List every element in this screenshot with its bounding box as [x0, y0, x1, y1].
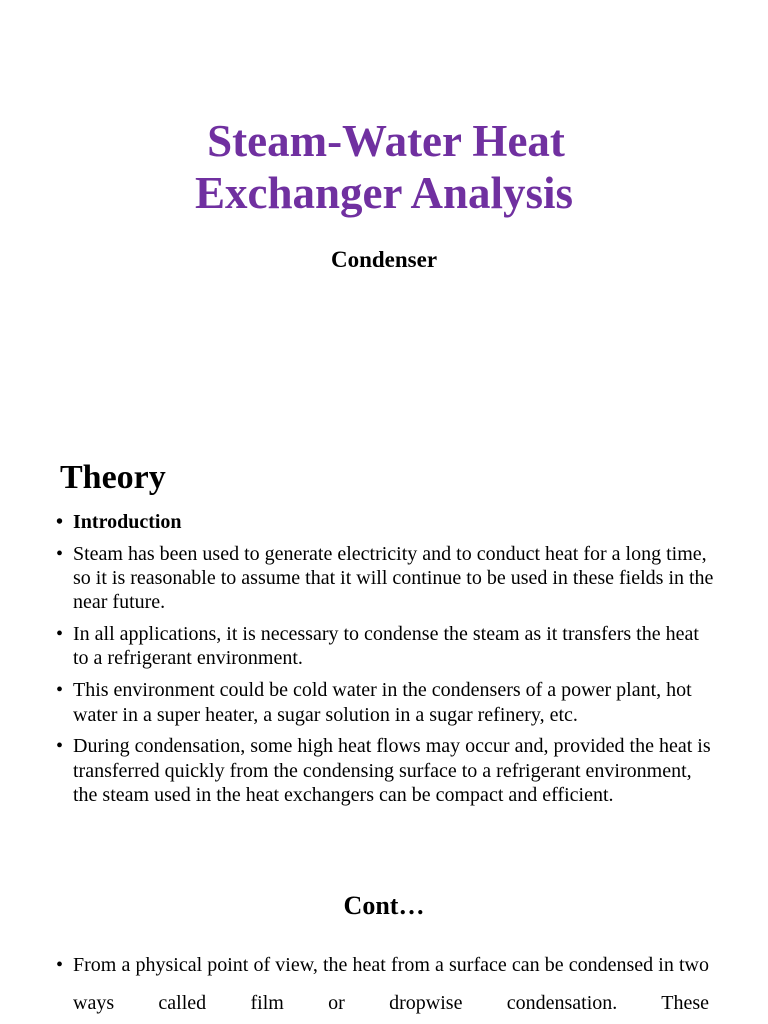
- bullet-text: From a physical point of view, the heat from a surface can be condensed in two ways called film or dropwise condensation. These: [73, 954, 709, 1014]
- continued-bullet-list: [56, 946, 709, 1022]
- continued-slide: [0, 872, 768, 1024]
- list-item: [56, 946, 709, 1022]
- theory-slide: [0, 448, 768, 872]
- bullet-dot: •: [56, 542, 64, 565]
- list-item: [56, 734, 716, 807]
- bullet-text: This environment could be cold water in the condensers of a power plant, hot water in a super heater, a sugar solution in a sugar refinery, etc.: [73, 679, 692, 726]
- bullet-dot: •: [56, 679, 64, 702]
- slide-subtitle: Condenser: [330, 247, 438, 272]
- bullet-text: Introduction: [73, 511, 182, 533]
- bullet-text: During condensation, some high heat flows may occur and, provided the heat is transferred quickly from the condensing surface to a refrigerant environment, the steam used in the heat exchangers can be compact and efficient.: [73, 735, 711, 806]
- bullet-dot: •: [56, 623, 64, 646]
- bullet-dot: •: [56, 511, 64, 533]
- bullet-text: In all applications, it is necessary to condense the steam as it transfers the heat to a refrigerant environment.: [73, 623, 699, 670]
- slide-title-line-1: Steam-Water Heat: [207, 116, 565, 166]
- list-item: [56, 622, 716, 671]
- slide-title-line-2: Exchanger Analysis: [195, 168, 573, 218]
- list-item: [56, 510, 716, 534]
- list-item: [56, 542, 716, 615]
- bullet-dot: •: [56, 954, 64, 976]
- bullet-text: Steam has been used to generate electricity and to conduct heat for a long time, so it is reasonable to assume that it will continue to be used in these fields in the near future.: [73, 542, 714, 614]
- theory-heading: Theory: [60, 459, 166, 496]
- list-item: [56, 678, 716, 727]
- continued-heading: Cont…: [343, 891, 425, 920]
- theory-bullet-list: [56, 510, 716, 815]
- title-slide: [0, 0, 768, 448]
- bullet-dot: •: [56, 735, 64, 758]
